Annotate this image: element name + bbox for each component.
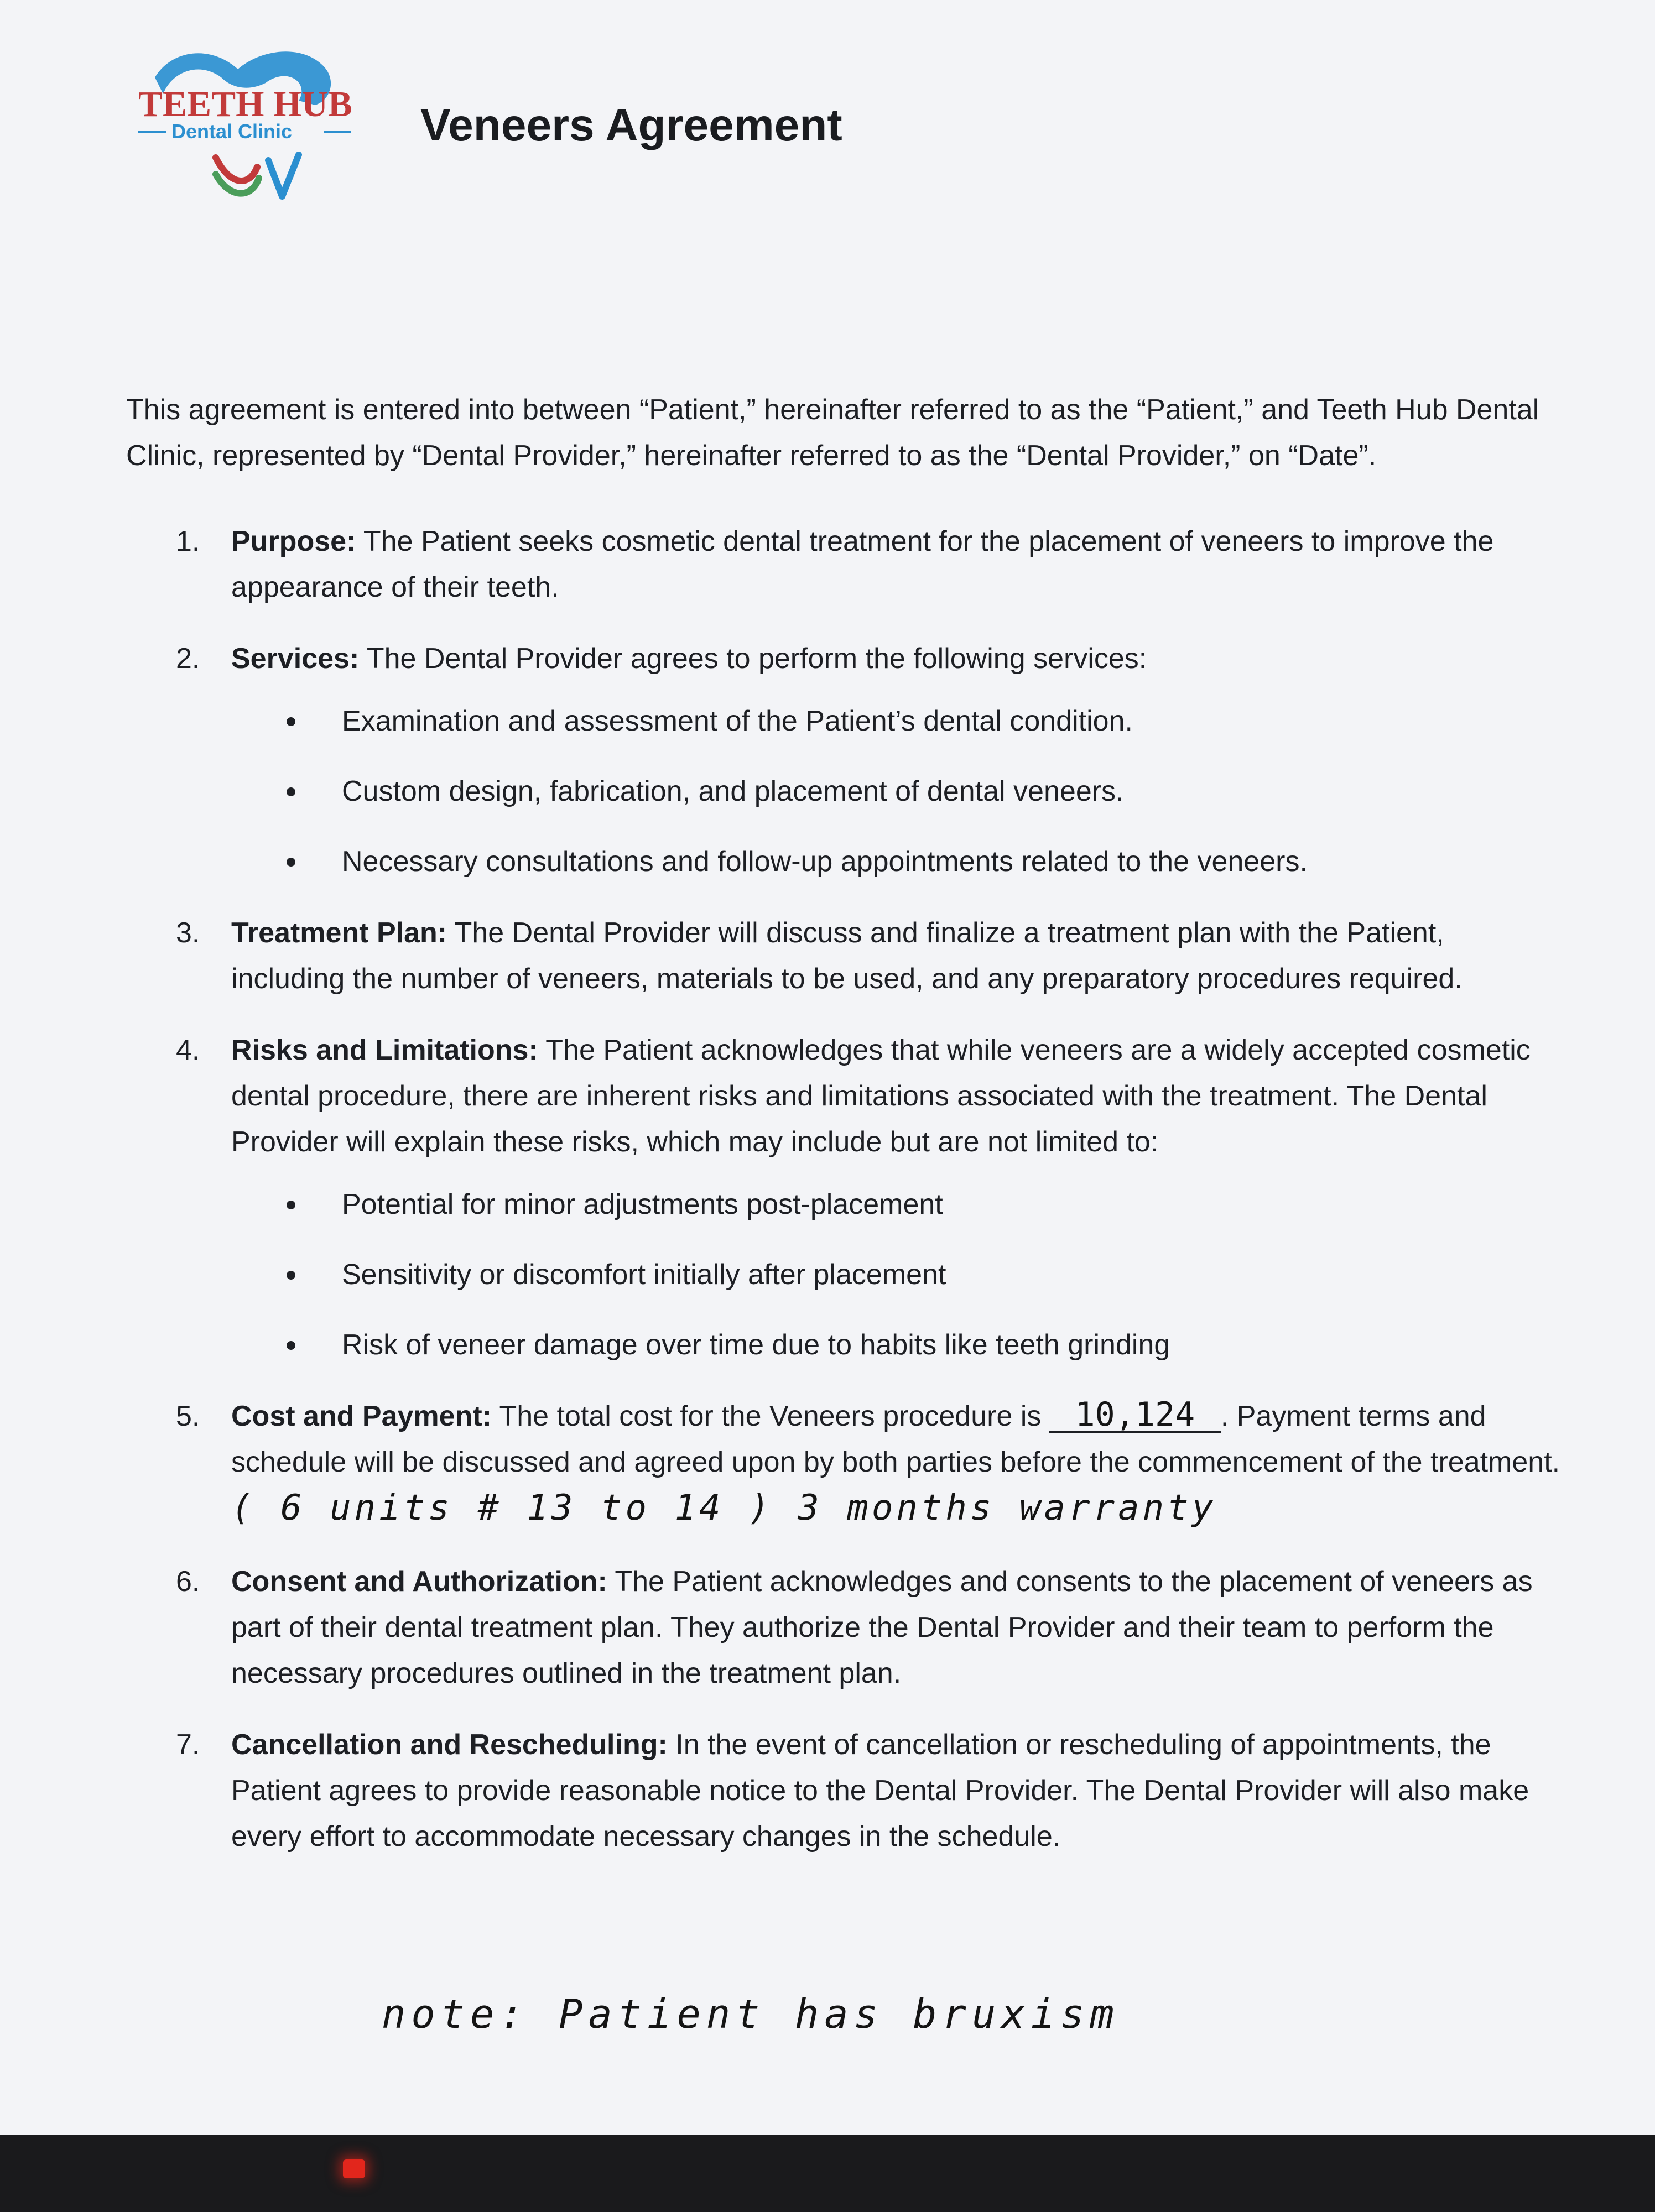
services-bullets bbox=[231, 698, 1564, 885]
section-number: 2. bbox=[176, 643, 200, 675]
clinic-logo bbox=[133, 39, 376, 205]
section-title: Consent and Authorization: bbox=[231, 1566, 607, 1598]
section-number: 7. bbox=[176, 1729, 200, 1761]
section-text: The Patient seeks cosmetic dental treatment for the placement of veneers to improve the appearance of their teeth. bbox=[231, 525, 1494, 603]
handwritten-units-note: ( 6 units # 13 to 14 ) 3 months warranty bbox=[231, 1488, 1217, 1528]
section-text: The total cost for the Veneers procedure is bbox=[499, 1400, 1042, 1432]
section-text: . Payment terms and schedule will be discussed and agreed upon by both parties before the commencement of the treatment. bbox=[231, 1400, 1560, 1478]
tooth-logo-icon bbox=[133, 39, 376, 205]
list-item: Examination and assessment of the Patient’s dental condition. bbox=[231, 698, 1564, 744]
section-title: Risks and Limitations: bbox=[231, 1034, 538, 1066]
logo-brand: TEETH HUB bbox=[138, 84, 352, 124]
section-treatment-plan bbox=[126, 910, 1564, 1002]
section-text: The Dental Provider agrees to perform the following services: bbox=[366, 643, 1147, 675]
section-number: 3. bbox=[176, 917, 200, 949]
section-risks bbox=[126, 1027, 1564, 1368]
cost-handwritten: 10,124 bbox=[1049, 1398, 1221, 1433]
logo-subtitle: Dental Clinic bbox=[171, 120, 293, 143]
section-number: 4. bbox=[176, 1034, 200, 1066]
section-text: The Patient acknowledges that while veneers are a widely accepted cosmetic dental procedure, there are inherent risks and limitations associated with the treatment. The Dental Provider will explain these risks, which may include but are not limited to: bbox=[231, 1034, 1531, 1158]
section-consent bbox=[126, 1559, 1564, 1697]
section-number: 5. bbox=[176, 1400, 200, 1432]
list-item: Custom design, fabrication, and placement of dental veneers. bbox=[231, 769, 1564, 815]
risks-bullets bbox=[231, 1182, 1564, 1368]
section-text: The Dental Provider will discuss and finalize a treatment plan with the Patient, including the number of veneers, materials to be used, and any preparatory procedures required. bbox=[231, 917, 1463, 995]
list-item: Necessary consultations and follow-up appointments related to the veneers. bbox=[231, 839, 1564, 885]
red-light-icon bbox=[343, 2159, 365, 2178]
handwritten-footer-note: note: Patient has bruxism bbox=[382, 1991, 1120, 2037]
section-text: The Patient acknowledges and consents to the placement of veneers as part of their dental treatment plan. They authorize the Dental Provider and their team to perform the necessary procedures outlined in the treatment plan. bbox=[231, 1566, 1533, 1689]
section-purpose bbox=[126, 519, 1564, 611]
document-title: Veneers Agreement bbox=[420, 100, 842, 150]
section-title: Treatment Plan: bbox=[231, 917, 447, 949]
list-item: Sensitivity or discomfort initially after placement bbox=[231, 1252, 1564, 1298]
agreement-body bbox=[126, 387, 1564, 1885]
section-number: 1. bbox=[176, 525, 200, 557]
section-title: Services: bbox=[231, 643, 360, 675]
intro-paragraph: This agreement is entered into between “Patient,” hereinafter referred to as the “Patient,” and Teeth Hub Dental Clinic, represented by “Dental Provider,” hereinafter referred to as the “Dental Provider,” on “Date”. bbox=[126, 394, 1539, 472]
section-cancellation bbox=[126, 1722, 1564, 1860]
section-text: In the event of cancellation or rescheduling of appointments, the Patient agrees to provide reasonable notice to the Dental Provider. The Dental Provider will also make every effort to accommodate necessary changes in the schedule. bbox=[231, 1729, 1529, 1853]
section-title: Purpose: bbox=[231, 525, 356, 557]
section-cost bbox=[126, 1394, 1564, 1533]
section-number: 6. bbox=[176, 1566, 200, 1598]
list-item: Potential for minor adjustments post-placement bbox=[231, 1182, 1564, 1228]
sections-list bbox=[126, 519, 1564, 1860]
list-item: Risk of veneer damage over time due to habits like teeth grinding bbox=[231, 1322, 1564, 1368]
section-title: Cancellation and Rescheduling: bbox=[231, 1729, 668, 1761]
section-title: Cost and Payment: bbox=[231, 1400, 492, 1432]
desk-background bbox=[0, 2135, 1655, 2212]
section-services bbox=[126, 636, 1564, 885]
